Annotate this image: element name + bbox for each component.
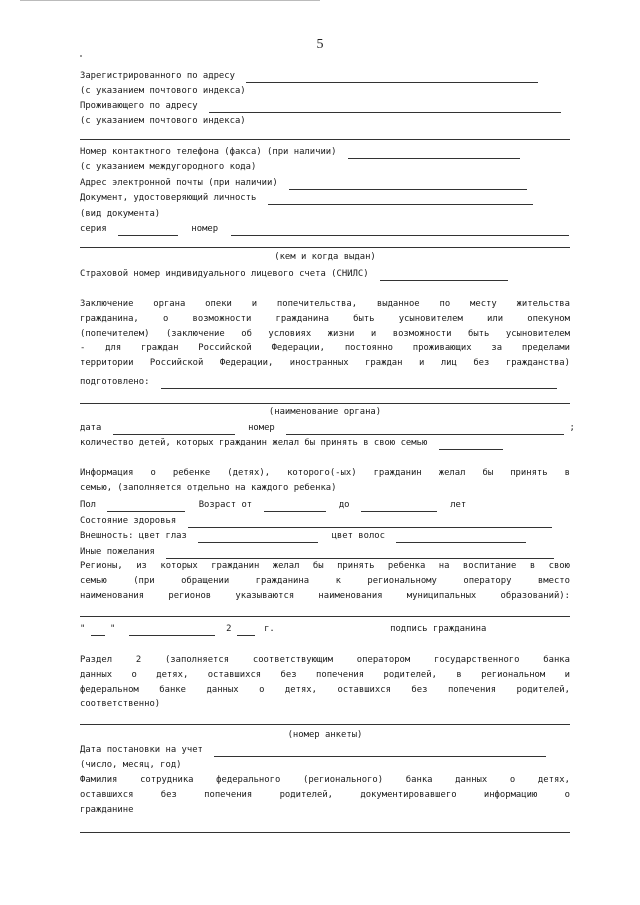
years-label: лет	[450, 500, 467, 510]
employee-line: гражданине	[80, 804, 134, 815]
phone-hint-label: (с указанием междугородного кода)	[80, 162, 257, 172]
issued-by-line[interactable]	[80, 247, 570, 248]
child-info-paragraph	[80, 466, 570, 496]
page-number: 5	[316, 37, 324, 52]
live-address-label: Проживающего по адресу	[80, 101, 198, 111]
date-label: дата	[80, 423, 102, 433]
health-row	[80, 514, 570, 528]
id-document-field[interactable]	[268, 193, 533, 205]
email-row	[80, 176, 570, 190]
prepared-field[interactable]	[161, 377, 557, 389]
signature-month-field[interactable]	[129, 624, 215, 636]
children-count-field[interactable]	[439, 438, 503, 450]
regions-paragraph	[80, 559, 570, 603]
employee-paragraph	[80, 773, 570, 817]
sex-age-row	[80, 498, 570, 512]
address-continuation-line[interactable]	[80, 139, 570, 140]
live-address-row	[80, 99, 570, 113]
prepared-row	[80, 375, 570, 389]
conclusion-number-field[interactable]	[286, 423, 564, 435]
hair-label: цвет волос	[331, 531, 385, 541]
regions-line: семью (при обращении гражданина к региональному оператору вместо	[80, 575, 570, 586]
semicolon: ;	[569, 423, 575, 433]
phone-label: Номер контактного телефона (факса) (при наличии)	[80, 147, 337, 157]
sex-label: Пол	[80, 500, 97, 510]
sex-field[interactable]	[107, 500, 185, 512]
child-info-line: семью, (заполняется отдельно на каждого ребенка)	[80, 482, 337, 493]
eyes-field[interactable]	[198, 531, 318, 543]
registration-date-label: Дата постановки на учет	[80, 745, 203, 755]
eyes-label: Внешность: цвет глаз	[80, 531, 187, 541]
signature-year-field[interactable]	[237, 624, 255, 636]
live-address-field[interactable]	[209, 101, 561, 113]
reg-address-row	[80, 69, 570, 83]
other-wishes-label: Иные пожелания	[80, 547, 155, 557]
registration-date-field[interactable]	[214, 745, 546, 757]
issued-by-caption: (кем и когда выдан)	[274, 252, 376, 262]
number-label: номер	[191, 224, 219, 234]
health-label: Состояние здоровья	[80, 516, 177, 526]
email-field[interactable]	[289, 178, 527, 190]
age-to-label: до	[338, 500, 350, 510]
phone-field[interactable]	[348, 147, 520, 159]
phone-hint-row	[80, 160, 570, 174]
postal-index-2-row	[80, 114, 570, 128]
form-number-line[interactable]	[80, 724, 570, 725]
reg-address-label: Зарегистрированного по адресу	[80, 71, 235, 81]
child-info-line: Информация о ребенке (детях), которого(-ых) гражданин желал бы принять в	[80, 468, 570, 478]
snils-row	[80, 267, 570, 281]
signature-day-field[interactable]	[91, 624, 105, 636]
health-field[interactable]	[188, 516, 552, 528]
reg-address-field[interactable]	[246, 71, 538, 83]
other-wishes-field[interactable]	[166, 547, 554, 559]
date-hint-row	[80, 758, 570, 772]
signature-label: подпись гражданина	[390, 624, 487, 634]
postal-index-2-label: (с указанием почтового индекса)	[80, 116, 246, 126]
postal-index-1-row	[80, 84, 570, 98]
employee-line: Фамилия сотрудника федерального (регионального) банка данных о детях,	[80, 775, 570, 785]
hair-field[interactable]	[396, 531, 526, 543]
date-quote-close: "	[110, 624, 116, 634]
conclusion-line: территории Российской Федерации, иностранных граждан и лиц без гражданства)	[80, 358, 570, 369]
registration-date-row	[80, 743, 570, 757]
prepared-label: подготовлено:	[80, 377, 150, 387]
id-document-row	[80, 191, 570, 205]
series-field[interactable]	[118, 224, 178, 236]
organ-name-caption: (наименование органа)	[268, 407, 382, 417]
year-suffix: г.	[264, 624, 275, 634]
age-to-field[interactable]	[361, 500, 437, 512]
conclusion-date-row	[80, 421, 575, 435]
date-quote-open: "	[80, 624, 86, 634]
snils-label: Страховой номер индивидуального лицевого счета (СНИЛС)	[80, 269, 369, 279]
conclusion-line: (попечителем) (заключение об условиях жизни и возможности быть усыновителем	[80, 328, 570, 339]
conclusion-line: - для граждан Российской Федерации, постоянно проживающих за пределами	[80, 343, 570, 354]
regions-line: Регионы, из которых гражданин желал бы принять ребенка на воспитание в свою	[80, 561, 570, 571]
employee-name-line[interactable]	[80, 832, 570, 833]
id-document-label: Документ, удостоверяющий личность	[80, 193, 257, 203]
snils-field[interactable]	[380, 269, 508, 281]
section2-line: Раздел 2 (заполняется соответствующим оператором государственного банка	[80, 655, 570, 665]
signature-row	[80, 622, 570, 636]
form-number-caption: (номер анкеты)	[287, 730, 363, 740]
children-count-label: количество детей, которых гражданин желал бы принять в свою семью	[80, 438, 428, 448]
number-field[interactable]	[231, 224, 569, 236]
conclusion-paragraph	[80, 297, 570, 371]
conclusion-line: Заключение органа опеки и попечительства, выданное по месту жительства	[80, 299, 570, 309]
series-label: серия	[80, 224, 107, 234]
appearance-row	[80, 529, 570, 543]
section2-line: соответственно)	[80, 699, 161, 710]
employee-line: оставшихся без попечения родителей, документировавшего информацию о	[80, 789, 570, 800]
scan-dot	[80, 55, 82, 57]
year-prefix: 2	[226, 624, 232, 634]
doc-type-row	[80, 207, 570, 221]
conclusion-line: гражданина, о возможности гражданина быть усыновителем или опекуном	[80, 313, 570, 324]
postal-index-1-label: (с указанием почтового индекса)	[80, 86, 246, 96]
age-from-label: Возраст от	[198, 500, 253, 510]
top-edge-mark	[20, 0, 320, 4]
conclusion-date-field[interactable]	[113, 423, 235, 435]
phone-row	[80, 145, 570, 159]
section2-line: федеральном банке данных о детях, оставшихся без попечения родителей,	[80, 684, 570, 695]
email-label: Адрес электронной почты (при наличии)	[80, 178, 278, 188]
regions-line-field[interactable]	[80, 616, 570, 617]
date-hint-label: (число, месяц, год)	[80, 760, 182, 770]
section2-paragraph	[80, 653, 570, 712]
organ-name-line[interactable]	[80, 403, 570, 404]
children-count-row	[80, 436, 570, 450]
section2-line: данных о детях, оставшихся без попечения родителей, в региональном и	[80, 669, 570, 680]
age-from-field[interactable]	[264, 500, 326, 512]
doc-type-label: (вид документа)	[80, 209, 161, 219]
regions-line: наименования регионов указываются наименования муниципальных образований):	[80, 590, 570, 601]
conclusion-number-label: номер	[248, 423, 275, 433]
series-number-row	[80, 222, 570, 236]
other-wishes-row	[80, 545, 570, 559]
